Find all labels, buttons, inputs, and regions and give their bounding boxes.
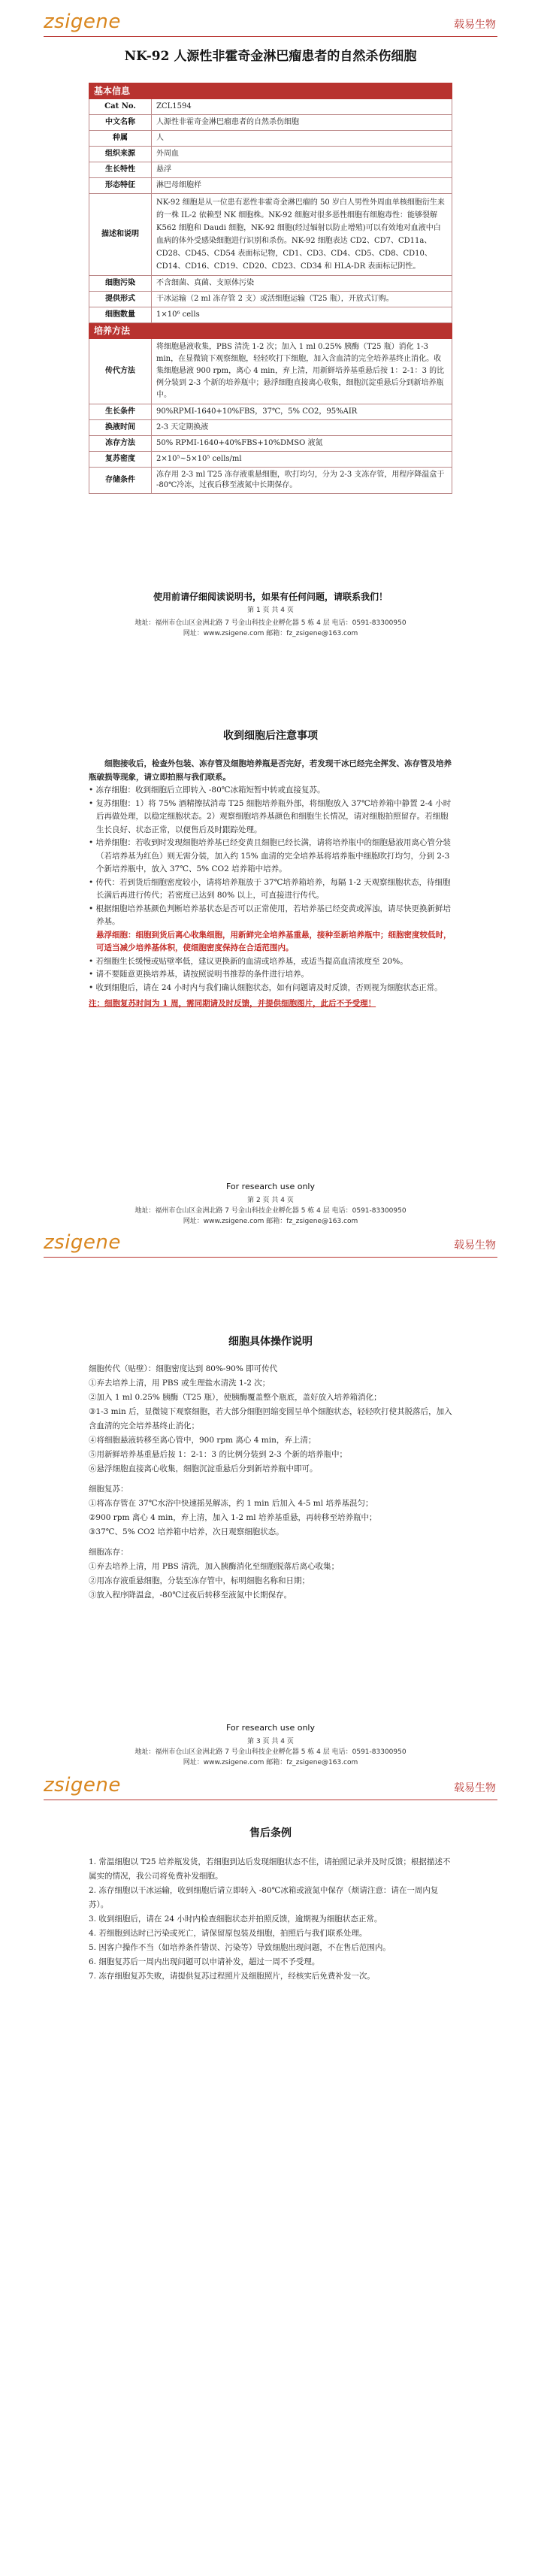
list-item: ⑥悬浮细胞直接离心收集，细胞沉淀重悬后分到新培养瓶中即可。 <box>89 1464 318 1473</box>
row-value: 2×10⁵~5×10⁵ cells/ml <box>152 452 452 468</box>
section-title: 收到细胞后注意事项 <box>223 730 318 742</box>
list-item: ⑤用新鲜培养基重悬后按 1：2-1：3 的比例分装到 2-3 个新的培养瓶中； <box>89 1450 348 1459</box>
row-key: 组织来源 <box>89 147 152 162</box>
paragraph: 细胞接收后，检查外包装、冻存管及细胞培养瓶是否完好，若发现干冰已经完全挥发、冻存管及培养瓶破损等现象，请立即拍照与我们联系。 <box>89 759 452 782</box>
row-value: 人源性非霍奇金淋巴瘤患者的自然杀伤细胞 <box>152 115 452 131</box>
list-item: 6. 细胞复苏后一周内出现问题可以申请补发，超过一周不予受理。 <box>89 1957 320 1966</box>
list-item: ③37℃、5% CO2 培养箱中培养，次日观察细胞状态。 <box>89 1527 284 1536</box>
page-header <box>44 1227 497 1258</box>
row-key: 传代方法 <box>89 339 152 404</box>
page-number: 第 2 页 共 4 页 <box>247 1197 294 1204</box>
paragraph: 细胞复苏： <box>89 1485 128 1494</box>
row-value: 人 <box>152 131 452 147</box>
notice-text: 使用前请仔细阅读说明书，如果有任何问题，请联系我们！ <box>153 592 388 602</box>
after-sales-body <box>89 1855 452 1984</box>
table-row <box>89 178 452 194</box>
list-item: • 收到细胞后，请在 24 小时内与我们确认细胞状态，如有问题请及时反馈，否则视为细胞状态正常。 <box>89 982 443 992</box>
list-item: • 请不要随意更换培养基，请按照说明书推荐的条件进行培养。 <box>89 970 310 979</box>
notice-body <box>89 758 452 1011</box>
row-key: 生长特性 <box>89 162 152 178</box>
table-row <box>89 468 452 494</box>
row-key: 种属 <box>89 131 152 147</box>
row-value: 干冰运输（2 ml 冻存管 2 支）或活细胞运输（T25 瓶），开放式订购。 <box>152 292 452 307</box>
list-item: 悬浮细胞：细胞到货后离心收集细胞，用新鲜完全培养基重悬，接种至新培养瓶中；细胞密度较低时，可适当减少培养基体积，使细胞密度保持在合适范围内。 <box>96 930 452 952</box>
page-header <box>44 1769 497 1800</box>
row-key: 形态特征 <box>89 178 152 194</box>
list-item: • 冻存细胞：收到细胞后立即转入 -80℃冰箱短暂中转或直接复苏。 <box>89 786 325 795</box>
table-row <box>89 307 452 323</box>
row-key: 复苏密度 <box>89 452 152 468</box>
table-row <box>89 404 452 420</box>
list-item: 5. 因客户操作不当（如培养条件错误、污染等）导致细胞出现问题，不在售后范围内。 <box>89 1943 391 1952</box>
list-item: 3. 收到细胞后，请在 24 小时内检查细胞状态并拍照反馈，逾期视为细胞状态正常。 <box>89 1915 382 1924</box>
footer-web: 网址：www.zsigene.com 邮箱：fz_zsigene@163.com <box>183 630 358 637</box>
section-title: 细胞具体操作说明 <box>228 1336 313 1348</box>
section-title: 售后条例 <box>249 1827 292 1839</box>
footer-web: 网址：www.zsigene.com 邮箱：fz_zsigene@163.com <box>183 1759 358 1766</box>
row-value: 将细胞悬液收集，PBS 清洗 1-2 次；加入 1 ml 0.25% 胰酶（T25 瓶）消化 1-3 min，在显微镜下观察细胞，轻轻吹打下细胞，加入含血清的完全培养基终止消化。收集细胞悬液 900 rpm，离心 4 min，弃上清，用新鲜培养基重悬后按 1：2-1：3 的比例分装到 2-3 个新的培养瓶中；悬浮细胞直接离心收集，细胞沉淀重悬后分到新培养瓶中。 <box>152 339 452 404</box>
row-value: ZCL1594 <box>152 99 452 115</box>
page-2 <box>0 661 541 1323</box>
research-use-label: For research use only <box>225 1723 315 1733</box>
table-row <box>89 115 452 131</box>
row-key: 中文名称 <box>89 115 152 131</box>
research-use-label: For research use only <box>225 1182 315 1191</box>
row-key: 细胞污染 <box>89 276 152 292</box>
footer-address: 地址：福州市仓山区金洲北路 7 号金山科技企业孵化器 5 栋 4 层 电话：0591-83300950 <box>134 1207 407 1215</box>
list-item: ②用冻存液重悬细胞，分装至冻存管中，标明细胞名称和日期； <box>89 1576 310 1585</box>
footer-address: 地址：福州市仓山区金洲北路 7 号金山科技企业孵化器 5 栋 4 层 电话：0591-83300950 <box>134 1748 407 1756</box>
footer-web: 网址：www.zsigene.com 邮箱：fz_zsigene@163.com <box>183 1218 358 1225</box>
row-value: 50% RPMI-1640+40%FBS+10%DMSO 液氮 <box>152 436 452 452</box>
row-value: 1×10⁶ cells <box>152 307 452 323</box>
row-key: 冻存方法 <box>89 436 152 452</box>
brand-name: 载易生物 <box>454 1782 496 1794</box>
brand-name: 载易生物 <box>454 1240 496 1252</box>
row-value: 90%RPMI-1640+10%FBS，37℃，5% CO2，95%AIR <box>152 404 452 420</box>
list-item: ②加入 1 ml 0.25% 胰酶（T25 瓶），使胰酶覆盖整个瓶底，盖好放入培养箱消化； <box>89 1393 382 1402</box>
row-value: 悬浮 <box>152 162 452 178</box>
row-value: NK-92 细胞是从一位患有恶性非霍奇金淋巴瘤的 50 岁白人男性外周血单核细胞衍生来的一株 IL-2 依赖型 NK 细胞株。NK-92 细胞对很多恶性细胞有细胞毒性：能够裂解 K562 细胞和 Daudi 细胞，NK-92 细胞(经过辐射以防止增殖)可以有效地对血液中白血病的体外受感染细胞进行识别和杀伤。NK-92 细胞表达 CD2、CD7、CD11a、CD28、CD45、CD54 表面标记物，CD1、CD3、CD4、CD5、CD8、CD10、CD14、CD16、CD19、CD20、CD23、CD34 和 HLA-DR 表面标记阴性。 <box>152 194 452 276</box>
list-item: 4. 若细胞到达时已污染或死亡，请保留原包装及细胞，拍照后与我们联系处理。 <box>89 1929 367 1938</box>
row-value: 外周血 <box>152 147 452 162</box>
list-item: • 传代：若到货后细胞密度较小，请将培养瓶放于 37℃培养箱培养，每隔 1-2 天观察细胞状态，待细胞长满后再进行传代；若密度已达到 80% 以上，可直接进行传代。 <box>89 877 451 900</box>
table-row <box>89 131 452 147</box>
footer-address: 地址：福州市仓山区金洲北路 7 号金山科技企业孵化器 5 栋 4 层 电话：0591-83300950 <box>134 619 407 627</box>
page-header <box>44 6 497 37</box>
list-item: ②900 rpm 离心 4 min，弃上清，加入 1-2 ml 培养基重悬，再转移至培养瓶中； <box>89 1513 377 1522</box>
table-row <box>89 147 452 162</box>
list-item: ①将冻存管在 37℃水浴中快速摇晃解冻，约 1 min 后加入 4-5 ml 培养基混匀； <box>89 1499 373 1508</box>
row-key: 生长条件 <box>89 404 152 420</box>
section-culture-method: 培养方法 <box>89 323 452 339</box>
company-logo: zsigene <box>44 1231 121 1254</box>
page-1 <box>0 0 541 646</box>
row-value: 2-3 天定期换液 <box>152 420 452 436</box>
row-key: 存储条件 <box>89 468 152 494</box>
list-item: ①弃去培养上清，用 PBS 清洗，加入胰酶消化至细胞脱落后离心收集； <box>89 1562 340 1571</box>
list-item: ④将细胞悬液转移至离心管中，900 rpm 离心 4 min，弃上清； <box>89 1436 316 1445</box>
section-basic-info: 基本信息 <box>89 83 452 99</box>
company-logo: zsigene <box>44 1774 121 1797</box>
footnote: 注：细胞复苏时间为 1 周，需同期请及时反馈，并提供细胞图片，此后不予受理！ <box>89 999 376 1008</box>
list-item: • 培养细胞：若收到时发现细胞培养基已经变黄且细胞已经长满，请将培养瓶中的细胞悬液用离心管分装（若培养基为红色）则无需分装，加入约 15% 血清的完全培养基将培养瓶中细胞吹打均匀，分到 2-3 个新培养瓶中，放入 37℃、5% CO2 培养箱中培养。 <box>89 838 452 873</box>
list-item: ③1-3 min 后，显微镜下观察细胞，若大部分细胞回缩变圆呈单个细胞状态，轻轻吹打使其脱落后，加入含血清的完全培养基终止消化； <box>89 1407 452 1430</box>
list-item: ①弃去培养上清，用 PBS 或生理盐水清洗 1-2 次； <box>89 1379 270 1388</box>
table-row <box>89 292 452 307</box>
row-key: 细胞数量 <box>89 307 152 323</box>
page-number: 第 1 页 共 4 页 <box>247 607 294 614</box>
info-table <box>89 83 452 494</box>
table-row <box>89 276 452 292</box>
list-item: 1. 常温细胞以 T25 培养瓶发货，若细胞到达后发现细胞状态不佳，请拍照记录并及时反馈；根据描述不属实的情况，我公司将免费补发细胞。 <box>89 1857 451 1881</box>
list-item: • 若细胞生长缓慢或贴壁率低，建议更换新的血清或培养基，或适当提高血清浓度至 20%。 <box>89 956 408 966</box>
operation-body <box>89 1362 452 1603</box>
table-row <box>89 99 452 115</box>
list-item: • 根据细胞培养基颜色判断培养基状态是否可以正常使用，若培养基已经变黄或浑浊，请尽快更换新鲜培养基。 <box>89 904 452 926</box>
list-item: • 复苏细胞：1）将 75% 酒精擦拭消毒 T25 细胞培养瓶外部，将细胞放入 37℃培养箱中静置 2-4 小时后再做处理，以稳定细胞状态。2）观察细胞培养基颜色和细胞生长情况，请对细胞拍照留存。若细胞生长良好、状态正常，以便售后及时跟踪处理。 <box>89 798 452 834</box>
table-row <box>89 194 452 276</box>
row-value: 淋巴母细胞样 <box>152 178 452 194</box>
table-row <box>89 339 452 404</box>
row-value: 不含细菌、真菌、支原体污染 <box>152 276 452 292</box>
row-key: 描述和说明 <box>89 194 152 276</box>
document-title: NK-92 人源性非霍奇金淋巴瘤患者的自然杀伤细胞 <box>124 49 417 64</box>
table-row <box>89 420 452 436</box>
list-item: 7. 冻存细胞复苏失败，请提供复苏过程照片及细胞照片，经核实后免费补发一次。 <box>89 1972 375 1981</box>
row-value: 冻存用 2-3 ml T25 冻存液重悬细胞，吹打均匀，分为 2-3 支冻存管，用程序降温盒于 -80℃冷冻，过夜后移至液氮中长期保存。 <box>152 468 452 494</box>
page-4 <box>0 1812 541 2576</box>
table-row <box>89 452 452 468</box>
table-row <box>89 436 452 452</box>
row-key: Cat No. <box>89 99 152 115</box>
row-key: 换液时间 <box>89 420 152 436</box>
table-row <box>89 162 452 178</box>
paragraph: 细胞传代（贴壁）：细胞密度达到 80%-90% 即可传代 <box>89 1364 278 1373</box>
list-item: 2. 冻存细胞以干冰运输，收到细胞后请立即转入 -80℃冰箱或液氮中保存（烦请注意：请在一周内复苏）。 <box>89 1886 439 1909</box>
paragraph: 细胞冻存： <box>89 1548 128 1557</box>
row-key: 提供形式 <box>89 292 152 307</box>
page-number: 第 3 页 共 4 页 <box>247 1738 294 1745</box>
company-logo: zsigene <box>44 11 121 33</box>
list-item: ③放入程序降温盒，-80℃过夜后转移至液氮中长期保存。 <box>89 1591 292 1600</box>
brand-name: 载易生物 <box>454 19 496 31</box>
